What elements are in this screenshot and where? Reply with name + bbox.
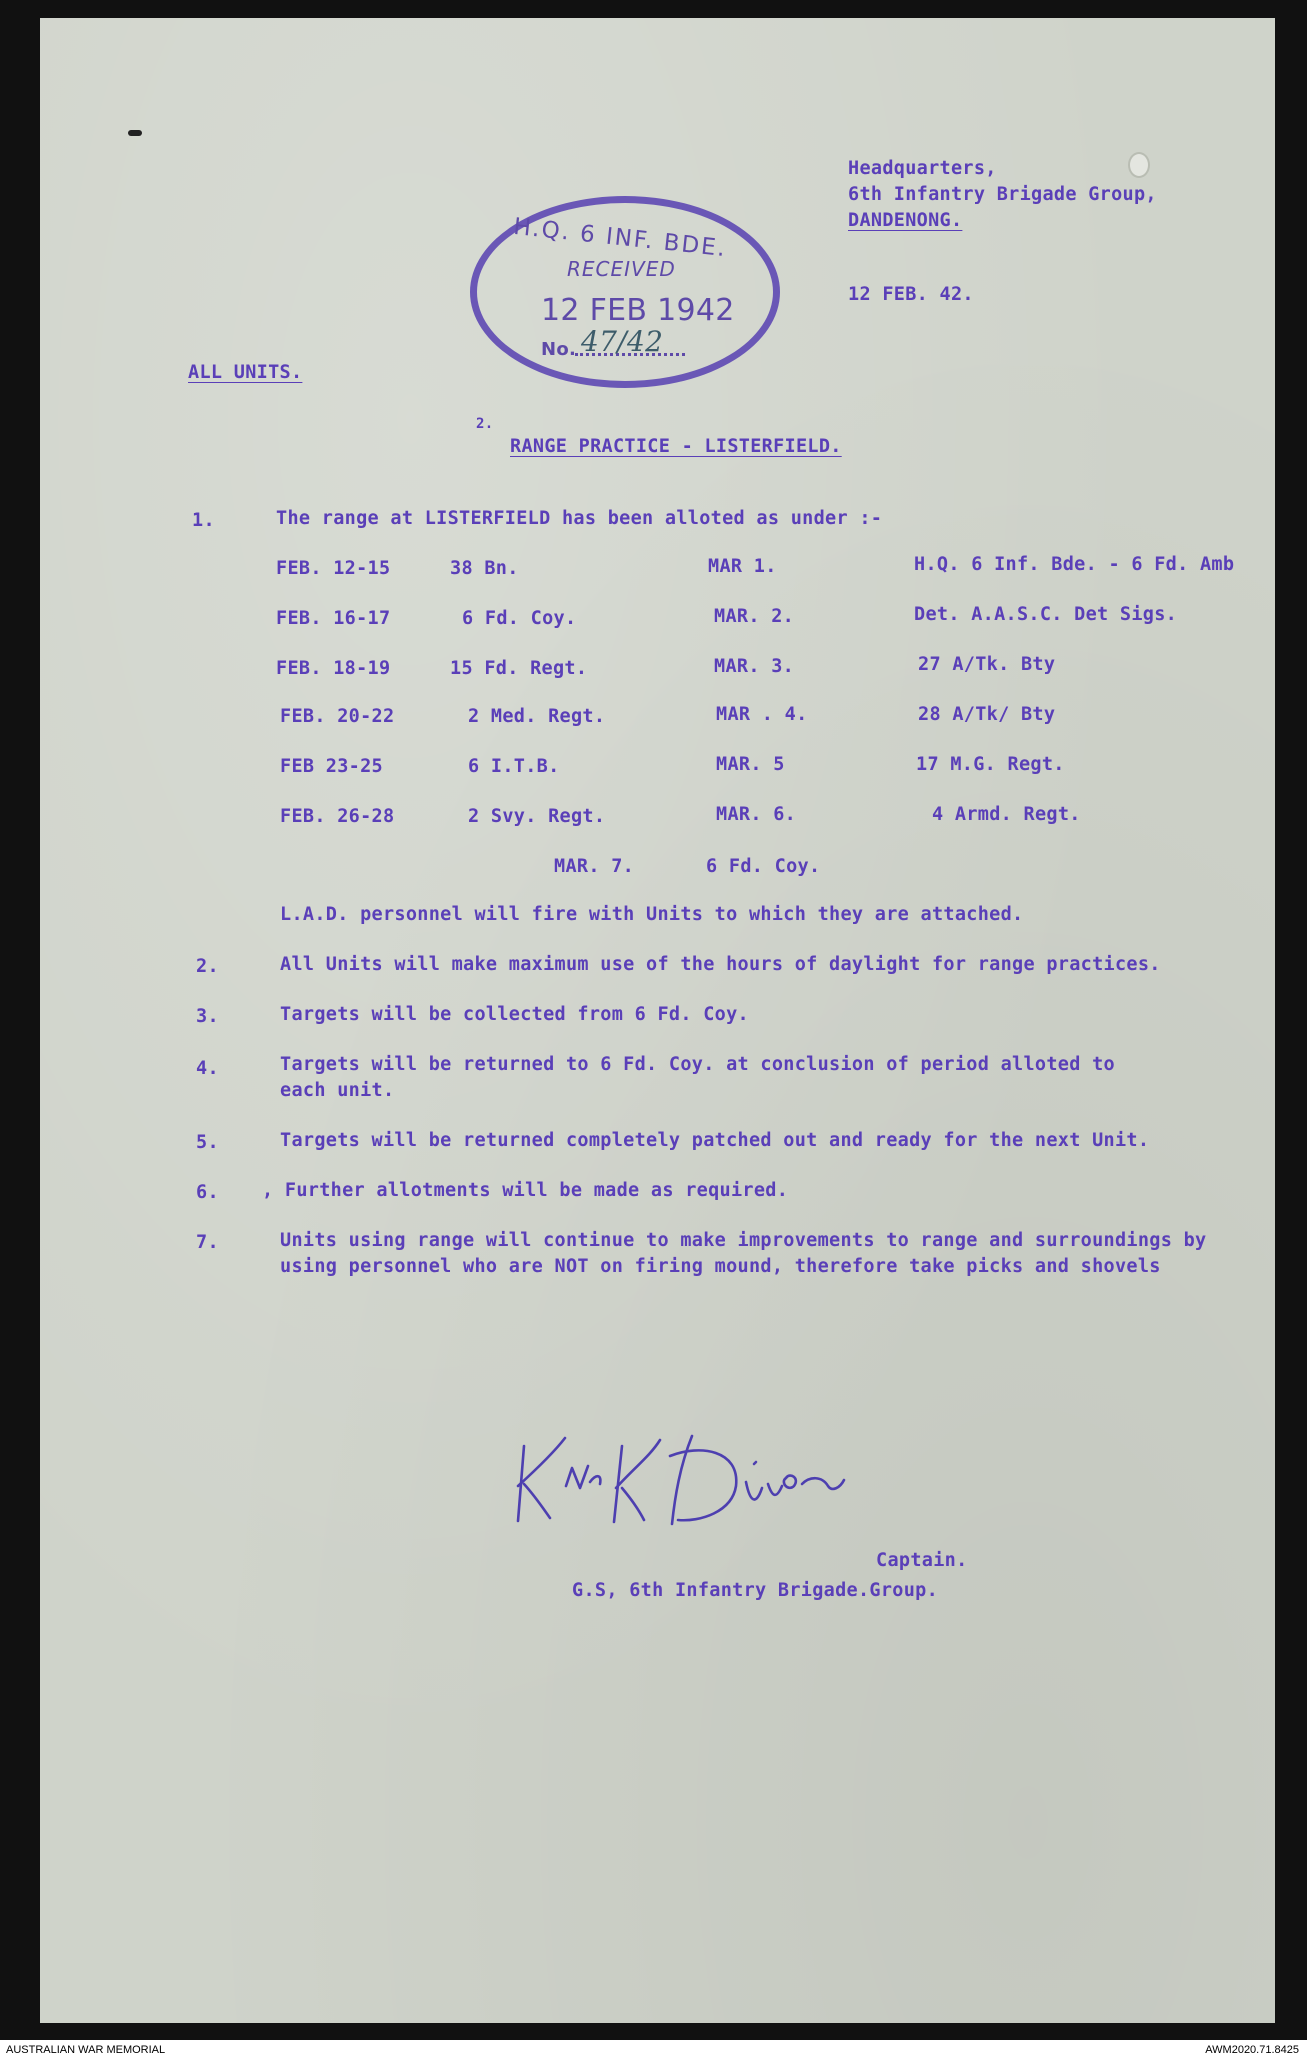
- margin-mark: 2.: [476, 416, 494, 432]
- addressee: ALL UNITS.: [188, 362, 303, 383]
- para-4-text: Targets will be returned to 6 Fd. Coy. at conclusion of period alloted to each unit.: [280, 1054, 1115, 1101]
- para-5-text: Targets will be returned completely patched out and ready for the next Unit.: [280, 1130, 1150, 1151]
- para-2-text: All Units will make maximum use of the hours of daylight for range practices.: [280, 954, 1161, 975]
- para-6-text: , Further allotments will be made as required.: [262, 1180, 789, 1201]
- allotment-mar-unit: 17 M.G. Regt.: [916, 754, 1065, 775]
- header-line-3: DANDENONG.: [848, 210, 963, 231]
- allotment-feb-date: FEB. 18-19: [276, 658, 391, 679]
- para-5-number: 5.: [196, 1132, 219, 1153]
- allotment-mar-unit: 27 A/Tk. Bty: [918, 654, 1056, 675]
- para-1-text: The range at LISTERFIELD has been alloted as under :-: [276, 508, 883, 529]
- header-line-2: 6th Infantry Brigade Group,: [848, 184, 1157, 205]
- allotment-feb-unit: 38 Bn.: [450, 558, 519, 579]
- para-4-number: 4.: [196, 1058, 219, 1079]
- received-stamp: [470, 196, 780, 388]
- allotment-feb-unit: 2 Svy. Regt.: [468, 806, 606, 827]
- allotment-feb-unit: 2 Med. Regt.: [468, 706, 606, 727]
- punch-mark: [128, 130, 142, 136]
- para-1-number: 1.: [192, 510, 215, 531]
- allotment-mar-unit: Det. A.A.S.C. Det Sigs.: [914, 604, 1178, 625]
- allotment-mar-unit: 4 Armd. Regt.: [932, 804, 1081, 825]
- document-page: [40, 18, 1275, 2023]
- subject-heading: RANGE PRACTICE - LISTERFIELD.: [510, 436, 842, 457]
- allotment-feb-date: FEB. 16-17: [276, 608, 391, 629]
- para-3-number: 3.: [196, 1006, 219, 1027]
- allotment-feb-unit: 6 I.T.B.: [468, 756, 560, 777]
- footer-left: AUSTRALIAN WAR MEMORIAL: [6, 2044, 166, 2056]
- stamp-number: 47/42: [581, 325, 664, 358]
- para-2-number: 2.: [196, 956, 219, 977]
- para-3-text: Targets will be collected from 6 Fd. Coy.: [280, 1004, 749, 1025]
- allotment-mar-date: MAR. 5: [716, 754, 785, 775]
- allotment-feb-date: FEB. 20-22: [280, 706, 395, 727]
- allotment-mar-date: MAR. 2.: [714, 606, 795, 627]
- signature-position: G.S, 6th Infantry Brigade.Group.: [572, 1580, 939, 1601]
- allotment-feb-date: FEB 23-25: [280, 756, 383, 777]
- stamp-unit: H.Q. 6 INF. BDE.: [512, 213, 729, 263]
- allotment-final-date: MAR. 7.: [554, 856, 635, 877]
- signature-mark: [510, 1426, 910, 1536]
- allotment-feb-date: FEB. 26-28: [280, 806, 395, 827]
- para-7-text: Units using range will continue to make improvements to range and surroundings by using personnel who are NOT on firing mound, therefore take picks and shovels: [280, 1230, 1207, 1277]
- signature-rank: Captain.: [876, 1550, 968, 1571]
- allotment-final-unit: 6 Fd. Coy.: [706, 856, 821, 877]
- para-6-number: 6.: [196, 1182, 219, 1203]
- allotment-feb-date: FEB. 12-15: [276, 558, 391, 579]
- punch-hole: [1130, 154, 1148, 176]
- para-7-number: 7.: [196, 1232, 219, 1253]
- allotment-mar-date: MAR 1.: [708, 556, 777, 577]
- stamp-no-label: No.: [541, 339, 577, 360]
- allotment-mar-unit: H.Q. 6 Inf. Bde. - 6 Fd. Amb: [914, 554, 1235, 575]
- allotment-mar-unit: 28 A/Tk/ Bty: [918, 704, 1056, 725]
- allotment-feb-unit: 6 Fd. Coy.: [462, 608, 577, 629]
- allotment-mar-date: MAR. 3.: [714, 656, 795, 677]
- allotment-mar-date: MAR. 6.: [716, 804, 797, 825]
- stamp-date: 12 FEB 1942: [541, 293, 735, 328]
- lad-note: L.A.D. personnel will fire with Units to which they are attached.: [280, 904, 1024, 925]
- stamp-received: RECEIVED: [567, 257, 676, 281]
- footer-right: AWM2020.71.8425: [1205, 2044, 1299, 2056]
- allotment-feb-unit: 15 Fd. Regt.: [450, 658, 588, 679]
- allotment-mar-date: MAR . 4.: [716, 704, 808, 725]
- header-line-1: Headquarters,: [848, 158, 997, 179]
- header-date: 12 FEB. 42.: [848, 284, 974, 305]
